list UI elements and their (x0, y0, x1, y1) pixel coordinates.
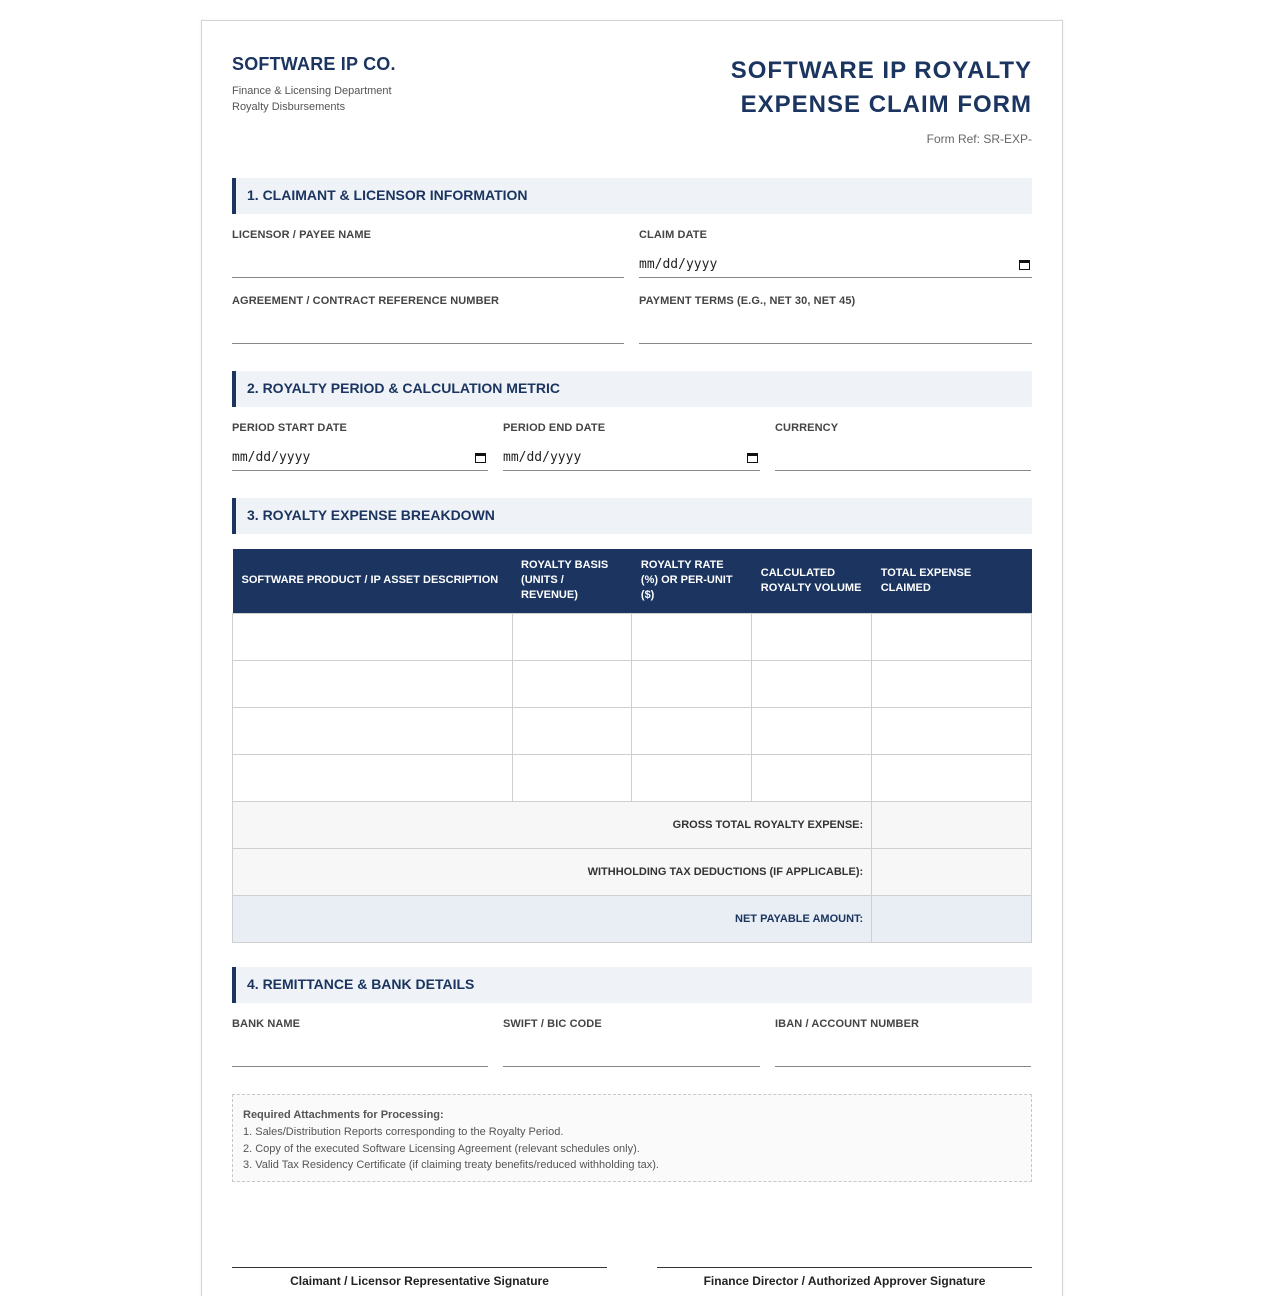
table-row (233, 613, 1032, 660)
period-end-placeholder: mm/dd/yyyy (503, 450, 582, 465)
form-title-line2: EXPENSE CLAIM FORM (740, 91, 1032, 118)
section-heading-remittance: 4. REMITTANCE & BANK DETAILS (232, 967, 1032, 1003)
swift-field (503, 1018, 760, 1070)
calendar-icon[interactable] (747, 452, 758, 463)
claim-date-placeholder: mm/dd/yyyy (639, 257, 718, 272)
company-block (232, 54, 532, 115)
claimant-signature-label: Claimant / Licensor Representative Signature (290, 1274, 549, 1288)
period-start-label: PERIOD START DATE (232, 422, 347, 434)
table-cell[interactable] (872, 613, 1032, 660)
period-start-placeholder: mm/dd/yyyy (232, 450, 311, 465)
form-page (201, 20, 1063, 1296)
bank-name-label: BANK NAME (232, 1018, 301, 1030)
table-cell[interactable] (752, 754, 872, 801)
agreement-field (232, 295, 624, 347)
approver-signature-label: Finance Director / Authorized Approver Signature (703, 1274, 986, 1288)
title-block (612, 54, 1032, 146)
iban-field (775, 1018, 1031, 1070)
column-header: CALCULATED ROYALTY VOLUME (752, 549, 872, 613)
table-cell[interactable] (512, 707, 632, 754)
company-department: Finance & Licensing Department (232, 85, 392, 97)
table-cell[interactable] (512, 754, 632, 801)
breakdown-table (232, 549, 1032, 943)
table-row (233, 754, 1032, 801)
iban-input[interactable] (775, 1044, 1031, 1067)
payment-terms-input[interactable] (639, 321, 1032, 344)
table-cell[interactable] (872, 754, 1032, 801)
table-cell[interactable] (233, 754, 513, 801)
table-cell[interactable] (632, 660, 752, 707)
claim-date-label: CLAIM DATE (639, 229, 708, 241)
table-cell[interactable] (872, 707, 1032, 754)
attachments-box (232, 1094, 1032, 1182)
licensor-input[interactable] (232, 255, 624, 278)
section-heading-period: 2. ROYALTY PERIOD & CALCULATION METRIC (232, 371, 1032, 407)
withholding-label: WITHHOLDING TAX DEDUCTIONS (IF APPLICABLE): (233, 848, 872, 895)
claimant-signature-block (232, 1267, 607, 1288)
currency-input[interactable] (775, 448, 1031, 471)
attachments-title: Required Attachments for Processing: (243, 1109, 444, 1121)
table-cell[interactable] (512, 660, 632, 707)
table-cell[interactable] (233, 707, 513, 754)
table-cell[interactable] (632, 613, 752, 660)
column-header: TOTAL EXPENSE CLAIMED (872, 549, 1032, 613)
gross-total-value[interactable] (872, 801, 1032, 848)
gross-total-row (233, 801, 1032, 848)
company-unit: Royalty Disbursements (232, 101, 346, 113)
column-header: ROYALTY BASIS (UNITS / REVENUE) (512, 549, 632, 613)
calendar-icon[interactable] (1019, 259, 1030, 270)
table-row (233, 660, 1032, 707)
period-start-input[interactable] (232, 448, 488, 471)
form-ref: Form Ref: SR-EXP- (926, 132, 1032, 146)
swift-label: SWIFT / BIC CODE (503, 1018, 602, 1030)
table-cell[interactable] (233, 660, 513, 707)
net-payable-value[interactable] (872, 895, 1032, 942)
agreement-input[interactable] (232, 321, 624, 344)
company-name: SOFTWARE IP CO. (232, 54, 396, 74)
attachment-item: 1. Sales/Distribution Reports corresponding to the Royalty Period. (243, 1126, 564, 1138)
column-header: ROYALTY RATE (%) OR PER-UNIT ($) (632, 549, 752, 613)
section-heading-claimant: 1. CLAIMANT & LICENSOR INFORMATION (232, 178, 1032, 214)
table-cell[interactable] (632, 707, 752, 754)
period-end-input[interactable] (503, 448, 760, 471)
currency-field (775, 422, 1031, 474)
table-cell[interactable] (872, 660, 1032, 707)
column-header: SOFTWARE PRODUCT / IP ASSET DESCRIPTION (233, 549, 513, 613)
period-end-label: PERIOD END DATE (503, 422, 606, 434)
table-row (233, 707, 1032, 754)
table-cell[interactable] (752, 660, 872, 707)
payment-terms-label: PAYMENT TERMS (E.G., NET 30, NET 45) (639, 295, 856, 307)
net-payable-row (233, 895, 1032, 942)
table-cell[interactable] (233, 613, 513, 660)
gross-total-label: GROSS TOTAL ROYALTY EXPENSE: (233, 801, 872, 848)
table-cell[interactable] (512, 613, 632, 660)
withholding-value[interactable] (872, 848, 1032, 895)
iban-label: IBAN / ACCOUNT NUMBER (775, 1018, 920, 1030)
period-end-field (503, 422, 760, 474)
currency-label: CURRENCY (775, 422, 839, 434)
withholding-row (233, 848, 1032, 895)
attachment-item: 2. Copy of the executed Software Licensing Agreement (relevant schedules only). (243, 1142, 640, 1155)
period-start-field (232, 422, 488, 474)
calendar-icon[interactable] (475, 452, 486, 463)
table-cell[interactable] (752, 707, 872, 754)
table-cell[interactable] (632, 754, 752, 801)
agreement-label: AGREEMENT / CONTRACT REFERENCE NUMBER (232, 295, 500, 307)
bank-name-input[interactable] (232, 1044, 488, 1067)
payment-terms-field (639, 295, 1032, 347)
licensor-label: LICENSOR / PAYEE NAME (232, 229, 372, 241)
claim-date-input[interactable] (639, 255, 1032, 278)
swift-input[interactable] (503, 1044, 760, 1067)
approver-signature-block (657, 1267, 1032, 1288)
attachment-item: 3. Valid Tax Residency Certificate (if claiming treaty benefits/reduced withholding tax). (243, 1159, 659, 1171)
net-payable-label: NET PAYABLE AMOUNT: (233, 895, 872, 942)
claim-date-field (639, 229, 1032, 281)
bank-name-field (232, 1018, 488, 1070)
section-heading-breakdown: 3. ROYALTY EXPENSE BREAKDOWN (232, 498, 1032, 534)
table-cell[interactable] (752, 613, 872, 660)
licensor-field (232, 229, 624, 281)
table-header-row (233, 549, 1032, 613)
form-title-line1: SOFTWARE IP ROYALTY (730, 57, 1032, 84)
